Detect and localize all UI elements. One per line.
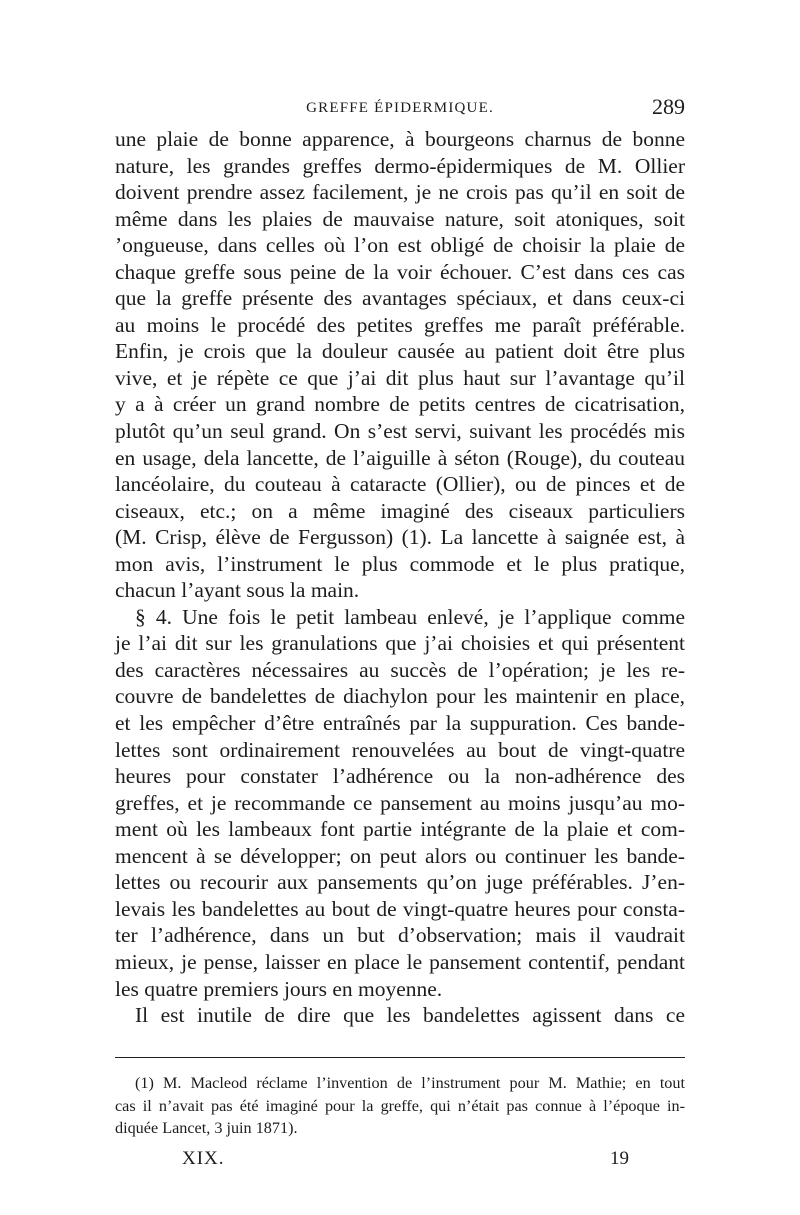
text-line: vive, et je répète ce que j’ai dit plus haut sur l’avantage qu’il bbox=[115, 365, 685, 390]
footnote bbox=[115, 1072, 685, 1140]
text-line: couvre de bandelettes de diachylon pour les maintenir en place, bbox=[115, 684, 685, 709]
text-line: (M. Crisp, élève de Fergusson) (1). La lancette à saignée est, à bbox=[115, 525, 685, 550]
sheet-number: 19 bbox=[610, 1148, 629, 1169]
footnote-line: diquée Lancet, 3 juin 1871). bbox=[115, 1119, 298, 1137]
text-line: chaque greffe sous peine de la voir échouer. C’est dans ces cas bbox=[115, 259, 685, 284]
text-line: je l’ai dit sur les granulations que j’ai choisies et qui présentent bbox=[115, 631, 685, 656]
signature-mark: XIX. bbox=[182, 1148, 225, 1169]
text-line: même dans les plaies de mauvaise nature, soit atoniques, soit bbox=[115, 206, 685, 231]
text-line: doivent prendre assez facilement, je ne crois pas qu’il en soit de bbox=[115, 180, 685, 205]
text-line: heures pour constater l’adhérence ou la non-adhérence des bbox=[115, 764, 685, 789]
text-line: que la greffe présente des avantages spéciaux, et dans ceux-ci bbox=[115, 286, 685, 311]
text-line: mieux, je pense, laisser en place le pansement contentif, pendant bbox=[115, 949, 685, 974]
text-line: ’ongueuse, dans celles où l’on est obligé de choisir la plaie de bbox=[115, 233, 685, 258]
page-number: 289 bbox=[652, 94, 685, 119]
text-line: mencent à se développer; on peut alors ou continuer les bande- bbox=[115, 843, 685, 868]
text-line: mon avis, l’instrument le plus commode et le plus pratique, bbox=[115, 551, 685, 576]
text-line: lancéolaire, du couteau à cataracte (Ollier), ou de pinces et de bbox=[115, 472, 685, 497]
footnote-rule bbox=[115, 1057, 685, 1058]
running-title: GREFFE ÉPIDERMIQUE. bbox=[306, 100, 494, 116]
running-head bbox=[115, 94, 685, 124]
text-line: une plaie de bonne apparence, à bourgeons charnus de bonne bbox=[115, 127, 685, 151]
text-line: y a à créer un grand nombre de petits centres de cicatrisation, bbox=[115, 392, 685, 417]
text-line: au moins le procédé des petites greffes me paraît préférable. bbox=[115, 312, 685, 337]
footnote-line: cas il n’avait pas été imaginé pour la greffe, qui n’était pas connue à l’époque in- bbox=[115, 1096, 685, 1115]
text-line: les quatre premiers jours en moyenne. bbox=[115, 976, 443, 1001]
text-line: ter l’adhérence, dans un but d’observation; mais il vaudrait bbox=[115, 923, 685, 948]
text-line: chacun l’ayant sous la main. bbox=[115, 578, 360, 603]
text-line: plutôt qu’un seul grand. On s’est servi, suivant les procédés mis bbox=[115, 419, 685, 444]
text-line: Enfin, je crois que la douleur causée au patient doit être plus bbox=[115, 339, 685, 364]
text-line: des caractères nécessaires au succès de l’opération; je les re- bbox=[115, 657, 685, 682]
text-line: nature, les grandes greffes dermo-épidermiques de M. Ollier bbox=[115, 153, 685, 178]
body-text bbox=[115, 126, 685, 1029]
footnote-line: (1) M. Macleod réclame l’invention de l’instrument pour M. Mathie; en tout bbox=[135, 1074, 685, 1092]
text-line: Il est inutile de dire que les bandelettes agissent dans ce bbox=[135, 1003, 685, 1028]
text-line: levais les bandelettes au bout de vingt-quatre heures pour consta- bbox=[115, 896, 685, 921]
text-line: ment où les lambeaux font partie intégrante de la plaie et com- bbox=[115, 817, 685, 842]
text-line: greffes, et je recommande ce pansement au moins jusqu’au mo- bbox=[115, 790, 685, 815]
text-line: en usage, dela lancette, de l’aiguille à séton (Rouge), du couteau bbox=[115, 445, 685, 470]
text-line: § 4. Une fois le petit lambeau enlevé, je l’applique comme bbox=[135, 604, 685, 629]
text-line: et les empêcher d’être entraînés par la suppuration. Ces bande- bbox=[115, 711, 685, 736]
text-line: lettes ou recourir aux pansements qu’on juge préférables. J’en- bbox=[115, 870, 685, 895]
text-line: ciseaux, etc.; on a même imaginé des ciseaux particuliers bbox=[115, 498, 685, 523]
text-line: lettes sont ordinairement renouvelées au bout de vingt-quatre bbox=[115, 737, 685, 762]
